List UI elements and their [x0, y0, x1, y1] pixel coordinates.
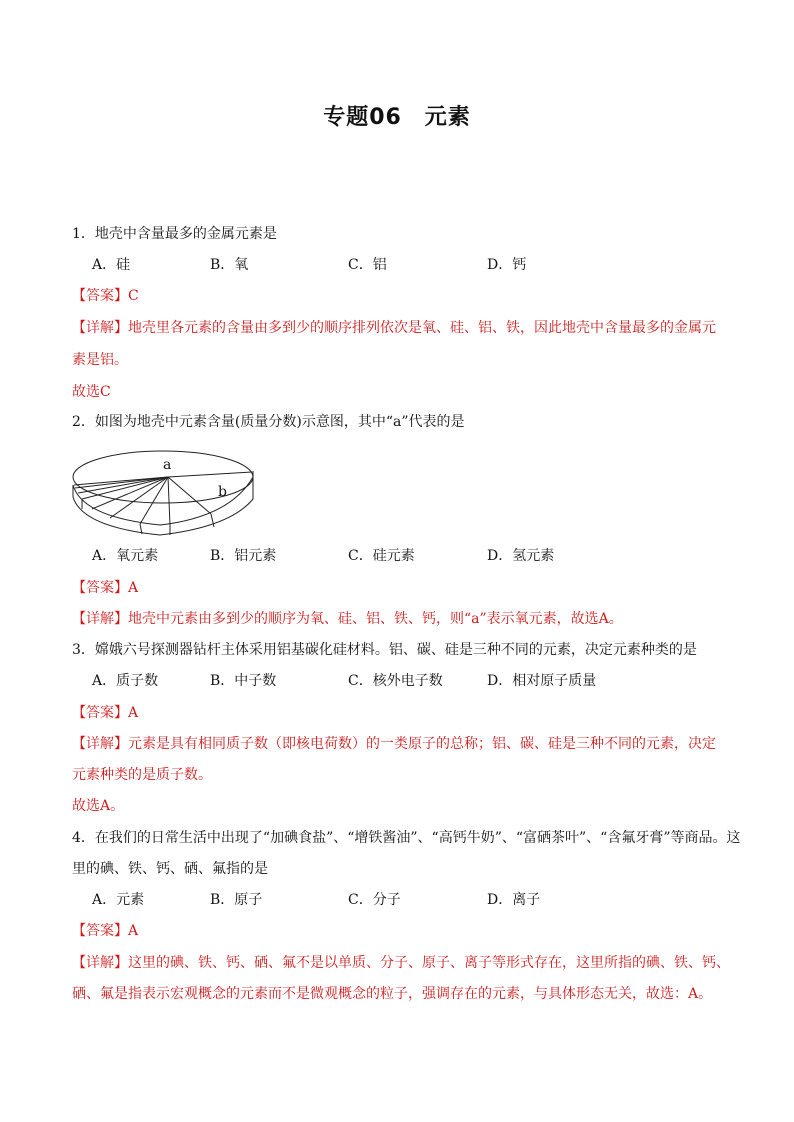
- pie-label-b: b: [218, 484, 227, 500]
- pie-side-edge-3: [211, 514, 214, 527]
- q1-answer-value: C: [128, 288, 139, 304]
- q4-option-a: A．元素: [92, 892, 145, 908]
- q1-detail: [72, 318, 732, 338]
- q1-option-a: A．硅: [92, 257, 131, 273]
- q2-option-d: D．氢元素: [487, 548, 555, 564]
- q1-options: [92, 255, 732, 275]
- q4-detail: [72, 953, 732, 973]
- q4-option-b: B．原子: [210, 892, 263, 908]
- answer-label: 【答案】: [72, 923, 128, 939]
- q2-option-b: B．铝元素: [210, 548, 277, 564]
- q1-option-d: D．钙: [487, 257, 527, 273]
- q2-option-a: A．氧元素: [92, 548, 159, 564]
- q3-answer: [72, 703, 732, 723]
- q4-stem: 4．在我们的日常生活中出现了“加碘食盐”、“增铁酱油”、“高钙牛奶”、“富硒茶叶”、“含氟牙膏”等商品。这: [72, 830, 741, 846]
- q3-detail-line-2: 元素种类的是质子数。: [72, 767, 212, 783]
- q4-answer: [72, 921, 732, 941]
- page-title: 专题06 元素: [323, 105, 471, 130]
- q2-detail: [72, 609, 732, 629]
- answer-label: 【答案】: [72, 705, 128, 721]
- detail-label: 【详解】: [72, 955, 128, 971]
- q2-detail-line-1: 地壳中元素由多到少的顺序为氧、硅、铝、铁、钙，则“a”表示氧元素，故选A。: [128, 611, 623, 627]
- q4-option-c: C．分子: [348, 892, 401, 908]
- q2-options: [92, 546, 732, 566]
- q1-option-b: B．氧: [210, 257, 249, 273]
- q3-conclusion: 故选A。: [72, 798, 125, 814]
- q4-option-d: D．离子: [487, 892, 541, 908]
- q2-answer-value: A: [128, 580, 139, 596]
- q3-detail: [72, 734, 732, 754]
- q3-option-c: C．核外电子数: [348, 673, 443, 689]
- q1-stem: 1．地壳中含量最多的金属元素是: [72, 226, 277, 242]
- detail-label: 【详解】: [72, 611, 128, 627]
- q3-option-b: B．中子数: [210, 673, 277, 689]
- answer-label: 【答案】: [72, 580, 128, 596]
- q3-detail-line-1: 元素是具有相同质子数（即核电荷数）的一类原子的总称；铝、碳、硅是三种不同的元素，决定: [128, 736, 716, 752]
- q3-options: [92, 671, 732, 691]
- q2-option-c: C．硅元素: [348, 548, 415, 564]
- detail-label: 【详解】: [72, 320, 128, 336]
- q3-answer-value: A: [128, 705, 139, 721]
- q3-option-d: D．相对原子质量: [487, 673, 597, 689]
- q4-detail-line-2: 硒、氟是指表示宏观概念的元素而不是微观概念的粒子，强调存在的元素，与具体形态无关，故选：A。: [72, 986, 713, 1002]
- q4-options: [92, 890, 732, 910]
- q2-answer: [72, 578, 732, 598]
- crust-pie-diagram: [70, 447, 260, 539]
- q4-stem-line-2: 里的碘、铁、钙、硒、氟指的是: [72, 861, 268, 877]
- q1-conclusion: 故选C: [72, 384, 111, 400]
- q4-answer-value: A: [128, 923, 139, 939]
- answer-label: 【答案】: [72, 288, 128, 304]
- q1-detail-line-1: 地壳里各元素的含量由多到少的顺序排列依次是氧、硅、铝、铁，因此地壳中含量最多的金属元: [128, 320, 716, 336]
- q1-option-c: C．铝: [348, 257, 387, 273]
- q1-detail-line-2: 素是铝。: [72, 352, 128, 368]
- q3-stem: 3．嫦娥六号探测器钻杆主体采用铝基碳化硅材料。铝、碳、硅是三种不同的元素，决定元素种类的是: [72, 642, 697, 658]
- q1-answer: [72, 286, 732, 306]
- q3-option-a: A．质子数: [92, 673, 159, 689]
- q4-detail-line-1: 这里的碘、铁、钙、硒、氟不是以单质、分子、原子、离子等形式存在，这里所指的碘、铁、钙、: [128, 955, 730, 971]
- pie-label-a: a: [163, 457, 172, 473]
- detail-label: 【详解】: [72, 736, 128, 752]
- q2-stem: 2．如图为地壳中元素含量(质量分数)示意图，其中“a”代表的是: [72, 414, 465, 430]
